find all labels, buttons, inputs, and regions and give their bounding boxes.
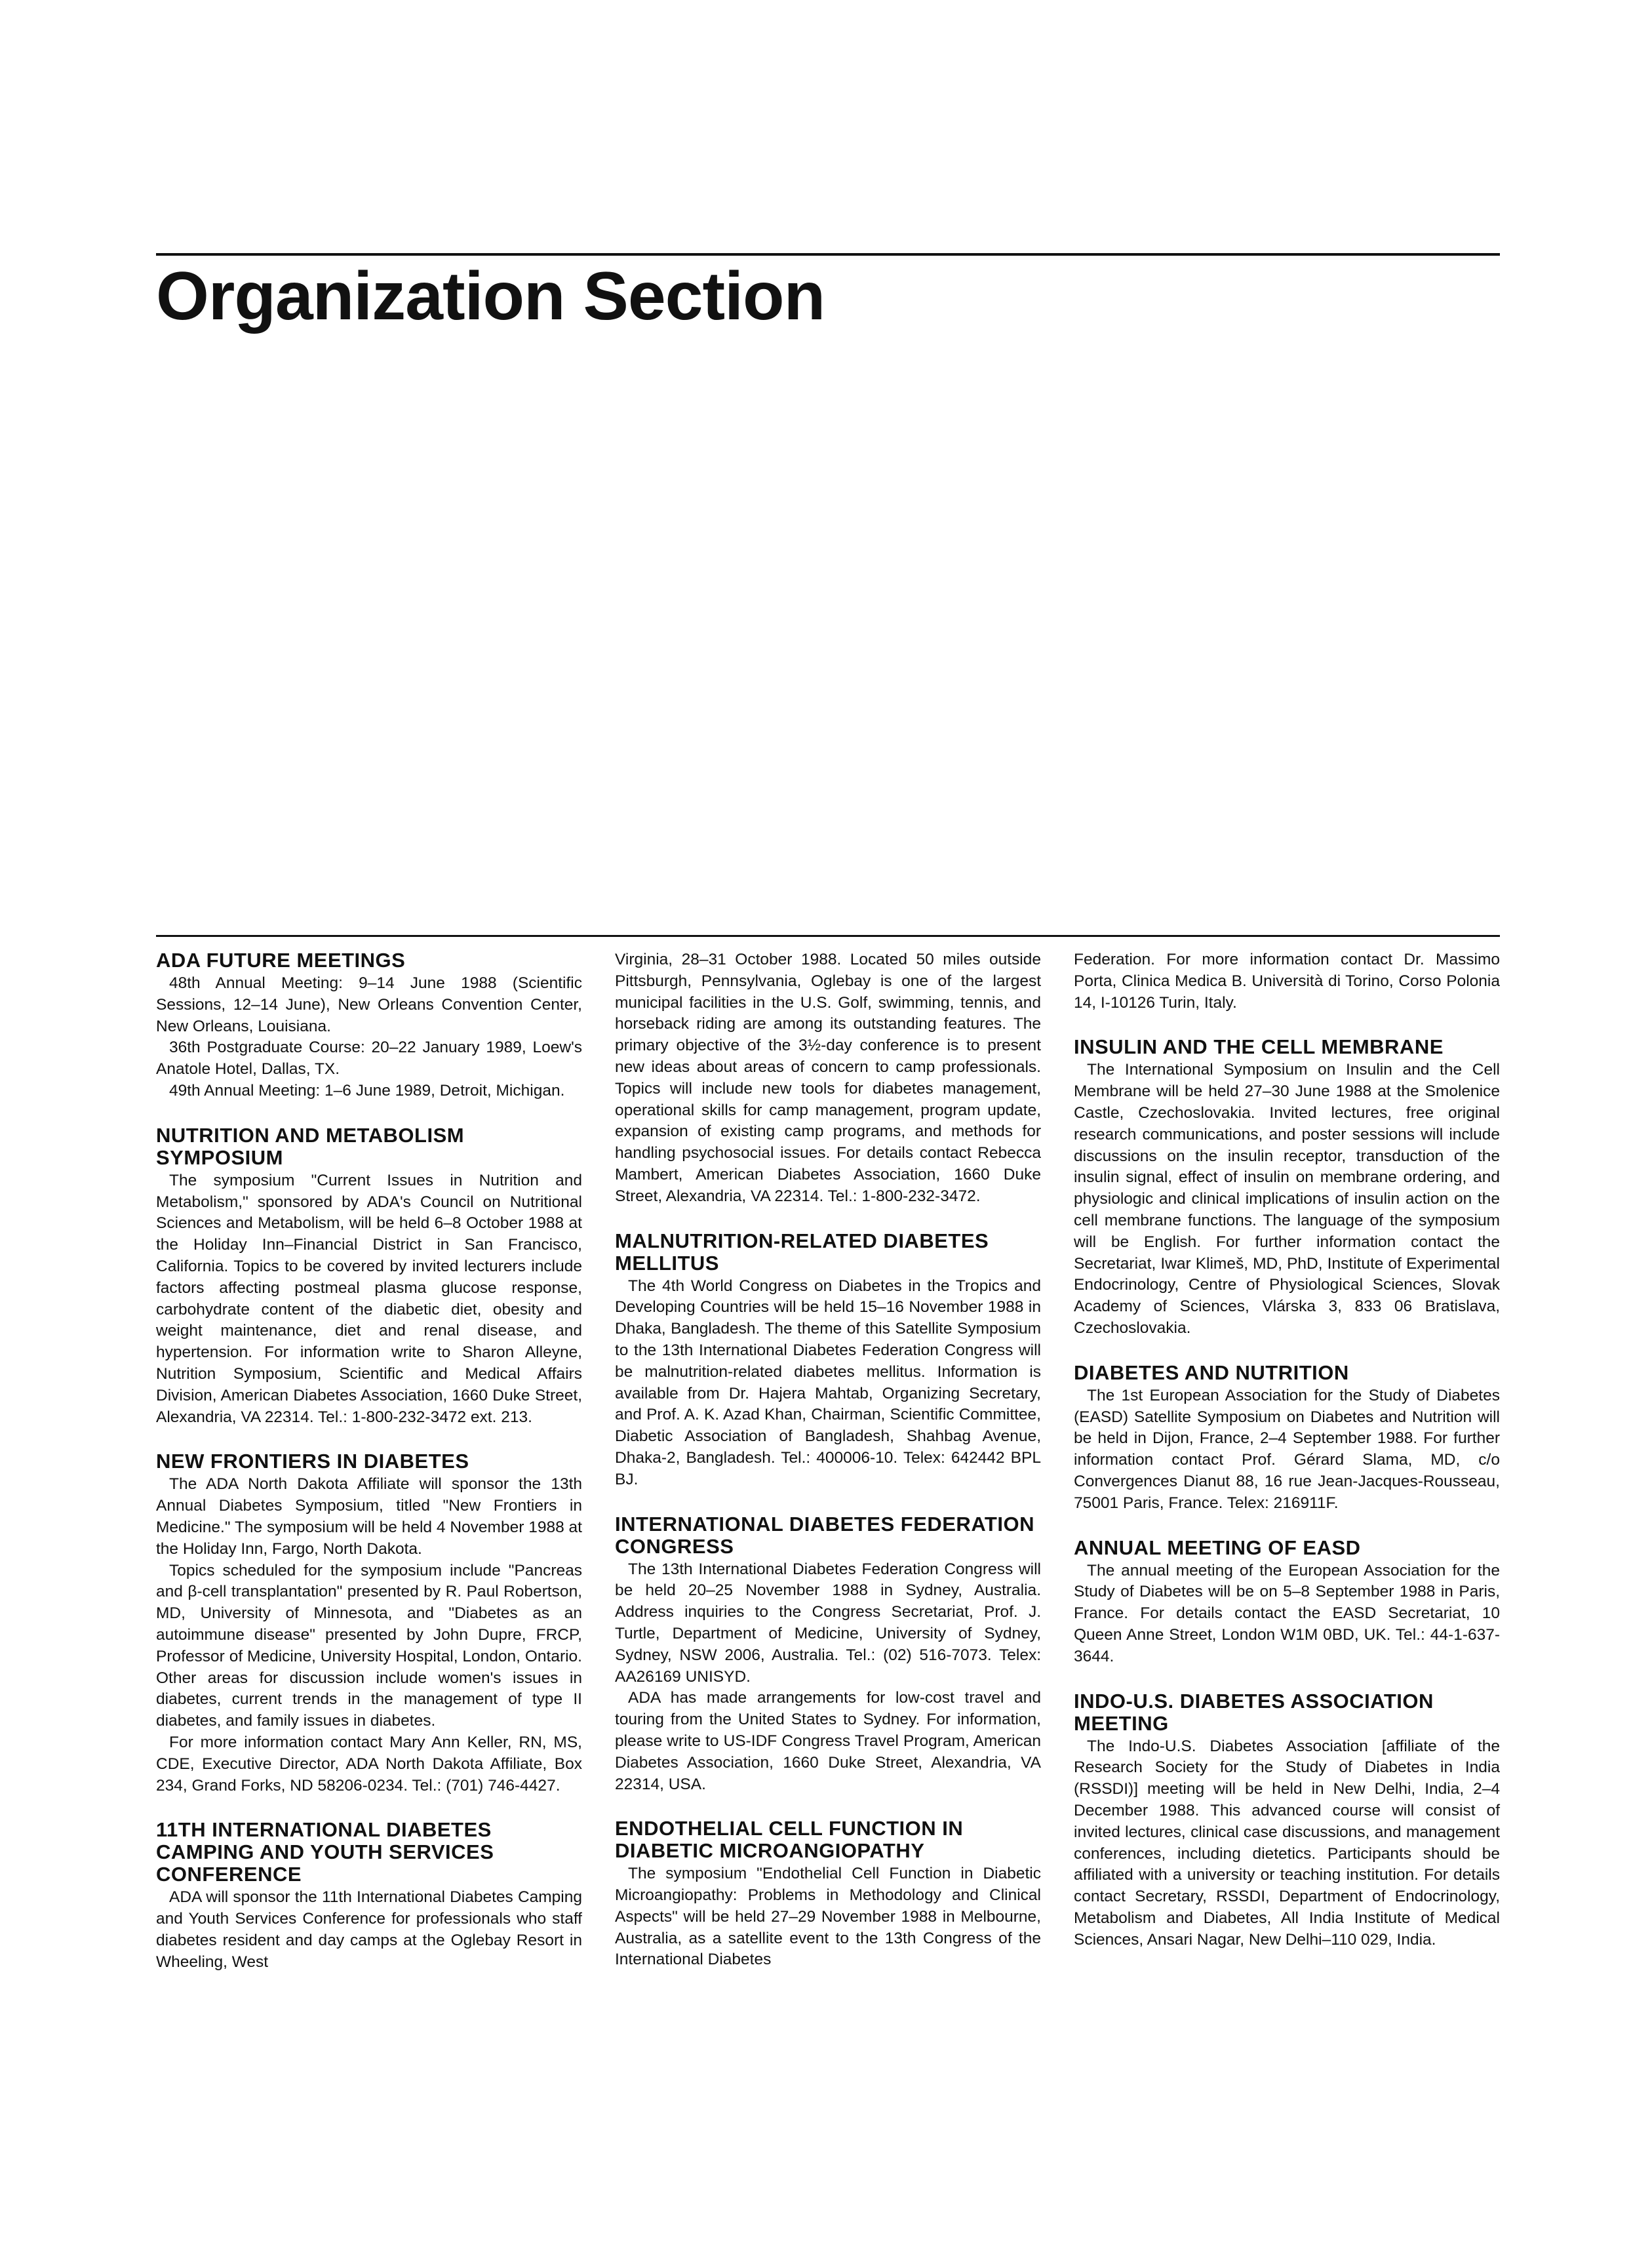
section-new-frontiers (156, 1450, 582, 1796)
section-insulin-cell-membrane (1074, 1036, 1500, 1339)
paragraph: 36th Postgraduate Course: 20–22 January 1989, Loew's Anatole Hotel, Dallas, TX. (156, 1039, 582, 1079)
section-malnutrition-related-diabetes (615, 1230, 1041, 1491)
column-divider-rule (156, 935, 1500, 937)
paragraph: The annual meeting of the European Association for the Study of Diabetes will be on 5–8 September 1988 in Paris, France. For details contact the EASD Secretariat, 10 Queen Anne Street, London W1M 0BD, UK. Tel.: 44-1-637-3644. (1074, 1561, 1500, 1665)
section-heading: 11TH INTERNATIONAL DIABETES CAMPING AND YOUTH SERVICES CONFERENCE (156, 1818, 494, 1886)
paragraph: 48th Annual Meeting: 9–14 June 1988 (Scientific Sessions, 12–14 June), New Orleans Convention Center, New Orleans, Louisiana. (156, 974, 582, 1035)
section-camping-continued (615, 949, 1041, 1208)
column-1 (156, 949, 582, 1995)
paragraph: ADA will sponsor the 11th International Diabetes Camping and Youth Services Conference for professionals who staff diabetes resident and day camps at the Oglebay Resort in Wheeling, West (156, 1888, 582, 1971)
section-nutrition-metabolism-symposium (156, 1124, 582, 1429)
section-heading: NUTRITION AND METABOLISM SYMPOSIUM (156, 1123, 465, 1169)
section-indo-us-diabetes-association (1074, 1690, 1500, 1951)
paragraph: Topics scheduled for the symposium include "Pancreas and β-cell transplantation" presented by R. Paul Robertson, MD, University of Minnesota, and "Diabetes as an autoimmune disease" presented by John Dupre, FRCP, Professor of Medicine, University Hospital, London, Ontario. Other areas for discussion include women's issues in diabetes, current trends in the management of type II diabetes, and family issues in diabetes. (156, 1561, 582, 1730)
section-idf-congress (615, 1513, 1041, 1796)
column-3 (1074, 949, 1500, 1973)
paragraph: The ADA North Dakota Affiliate will sponsor the 13th Annual Diabetes Symposium, titled "New Frontiers in Medicine." The symposium will be held 4 November 1988 at the Holiday Inn, Fargo, North Dakota. (156, 1475, 582, 1558)
paragraph: ADA has made arrangements for low-cost travel and touring from the United States to Sydney. For information, please write to US-IDF Congress Travel Program, American Diabetes Association, 1660 Duke Street, Alexandria, VA 22314, USA. (615, 1689, 1041, 1793)
paragraph: For more information contact Mary Ann Keller, RN, MS, CDE, Executive Director, ADA North Dakota Affiliate, Box 234, Grand Forks, ND 58206-0234. Tel.: (701) 746-4427. (156, 1733, 582, 1795)
section-heading: ENDOTHELIAL CELL FUNCTION IN DIABETIC MICROANGIOPATHY (615, 1817, 964, 1863)
paragraph: Federation. For more information contact Dr. Massimo Porta, Clinica Medica B. Università di Torino, Corso Polonia 14, I-10126 Turin, Italy. (1074, 951, 1500, 1012)
paragraph: The 4th World Congress on Diabetes in the Tropics and Developing Countries will be held 15–16 November 1988 in Dhaka, Bangladesh. The theme of this Satellite Symposium to the 13th International Diabetes Federation Congress will be malnutrition-related diabetes mellitus. Information is available from Dr. Hajera Mahtab, Organizing Secretary, and Prof. A. K. Azad Khan, Chairman, Scientific Committee, Diabetic Association of Bangladesh, Shahbag Avenue, Dhaka-2, Bangladesh. Tel.: 400006-10. Telex: 642442 BPL BJ. (615, 1277, 1041, 1488)
paragraph: The 13th International Diabetes Federation Congress will be held 20–25 November 1988 in Sydney, Australia. Address inquiries to the Congress Secretariat, Prof. J. Turtle, Department of Medicine, University of Sydney, Sydney, NSW 2006, Australia. Tel.: (02) 516-7073. Telex: AA26169 UNISYD. (615, 1560, 1041, 1686)
paragraph: Virginia, 28–31 October 1988. Located 50 miles outside Pittsburgh, Pennsylvania, Oglebay is one of the largest municipal facilities in the U.S. Golf, swimming, tennis, and horseback riding are among its outstanding features. The primary objective of the 3½-day conference is to present new ideas about areas of concern to camp professionals. Topics will include new tools for diabetes management, operational skills for camp management, program update, expansion of existing camp programs, and methods for handling psychosocial issues. For details contact Rebecca Mambert, American Diabetes Association, 1660 Duke Street, Alexandria, VA 22314. Tel.: 1-800-232-3472. (615, 951, 1041, 1205)
section-heading: INTERNATIONAL DIABETES FEDERATION CONGRESS (615, 1512, 1034, 1558)
section-heading: INSULIN AND THE CELL MEMBRANE (1074, 1035, 1444, 1059)
section-diabetes-and-nutrition (1074, 1362, 1500, 1515)
paragraph: The symposium "Current Issues in Nutrition and Metabolism," sponsored by ADA's Council on Nutritional Sciences and Metabolism, will be held 6–8 October 1988 at the Holiday Inn–Financial District in San Francisco, California. Topics to be covered by invited lecturers include factors affecting postmeal plasma glucose response, carbohydrate content of the diabetic diet, obesity and weight maintenance, diet and renal disease, and hypertension. For information write to Sharon Alleyne, Nutrition Symposium, Scientific and Medical Affairs Division, American Diabetes Association, 1660 Duke Street, Alexandria, VA 22314. Tel.: 1-800-232-3472 ext. 213. (156, 1171, 582, 1426)
section-ada-future-meetings (156, 949, 582, 1102)
section-heading: NEW FRONTIERS IN DIABETES (156, 1450, 469, 1473)
section-endothelial-cell-function (615, 1817, 1041, 1971)
section-camping-youth-conference (156, 1819, 582, 1973)
paragraph: 49th Annual Meeting: 1–6 June 1989, Detroit, Michigan. (169, 1081, 565, 1100)
section-heading: ANNUAL MEETING OF EASD (1074, 1536, 1361, 1559)
section-heading: ADA FUTURE MEETINGS (156, 949, 406, 972)
section-annual-meeting-easd (1074, 1537, 1500, 1668)
section-heading: INDO-U.S. DIABETES ASSOCIATION MEETING (1074, 1689, 1434, 1735)
paragraph: The Indo-U.S. Diabetes Association [affiliate of the Research Society for the Study of Diabetes in India (RSSDI)] meeting will be held in New Delhi, India, 2–4 December 1988. This advanced course will consist of invited lectures, clinical case discussions, and management conferences, including dietetics. Participants should be affiliated with a university or teaching institution. For details contact Secretary, RSSDI, Department of Endocrinology, Metabolism and Diabetes, All India Institute of Medical Sciences, Ansari Nagar, New Delhi–110 029, India. (1074, 1737, 1500, 1949)
section-endothelial-continued (1074, 949, 1500, 1014)
paragraph: The 1st European Association for the Study of Diabetes (EASD) Satellite Symposium on Diabetes and Nutrition will be held in Dijon, France, 2–4 September 1988. For further information contact Prof. Gérard Slama, MD, c/o Convergences Dianut 88, 16 rue Jean-Jacques-Rousseau, 75001 Paris, France. Telex: 216911F. (1074, 1386, 1500, 1512)
page-title: Organization Section (156, 258, 825, 334)
paragraph: The symposium "Endothelial Cell Function in Diabetic Microangiopathy: Problems in Methodology and Clinical Aspects" will be held 27–29 November 1988 in Melbourne, Australia, as a satellite event to the 13th Congress of the International Diabetes (615, 1865, 1041, 1969)
section-heading: MALNUTRITION-RELATED DIABETES MELLITUS (615, 1229, 989, 1275)
top-rule (156, 253, 1500, 256)
paragraph: The International Symposium on Insulin and the Cell Membrane will be held 27–30 June 1988 at the Smolenice Castle, Czechoslovakia. Invited lectures, free original research communications, and poster sessions will include discussions on the insulin receptor, transduction of the insulin signal, effect of insulin on membrane ordering, and physiologic and clinical implications of insulin action on the cell membrane functions. The language of the symposium will be English. For further information contact the Secretariat, Iwar Klimeš, MD, PhD, Institute of Experimental Endocrinology, Centre of Physiological Sciences, Slovak Academy of Sciences, Vlárska 3, 833 06 Bratislava, Czechoslovakia. (1074, 1061, 1500, 1337)
section-heading: DIABETES AND NUTRITION (1074, 1360, 1349, 1384)
column-2 (615, 949, 1041, 1993)
